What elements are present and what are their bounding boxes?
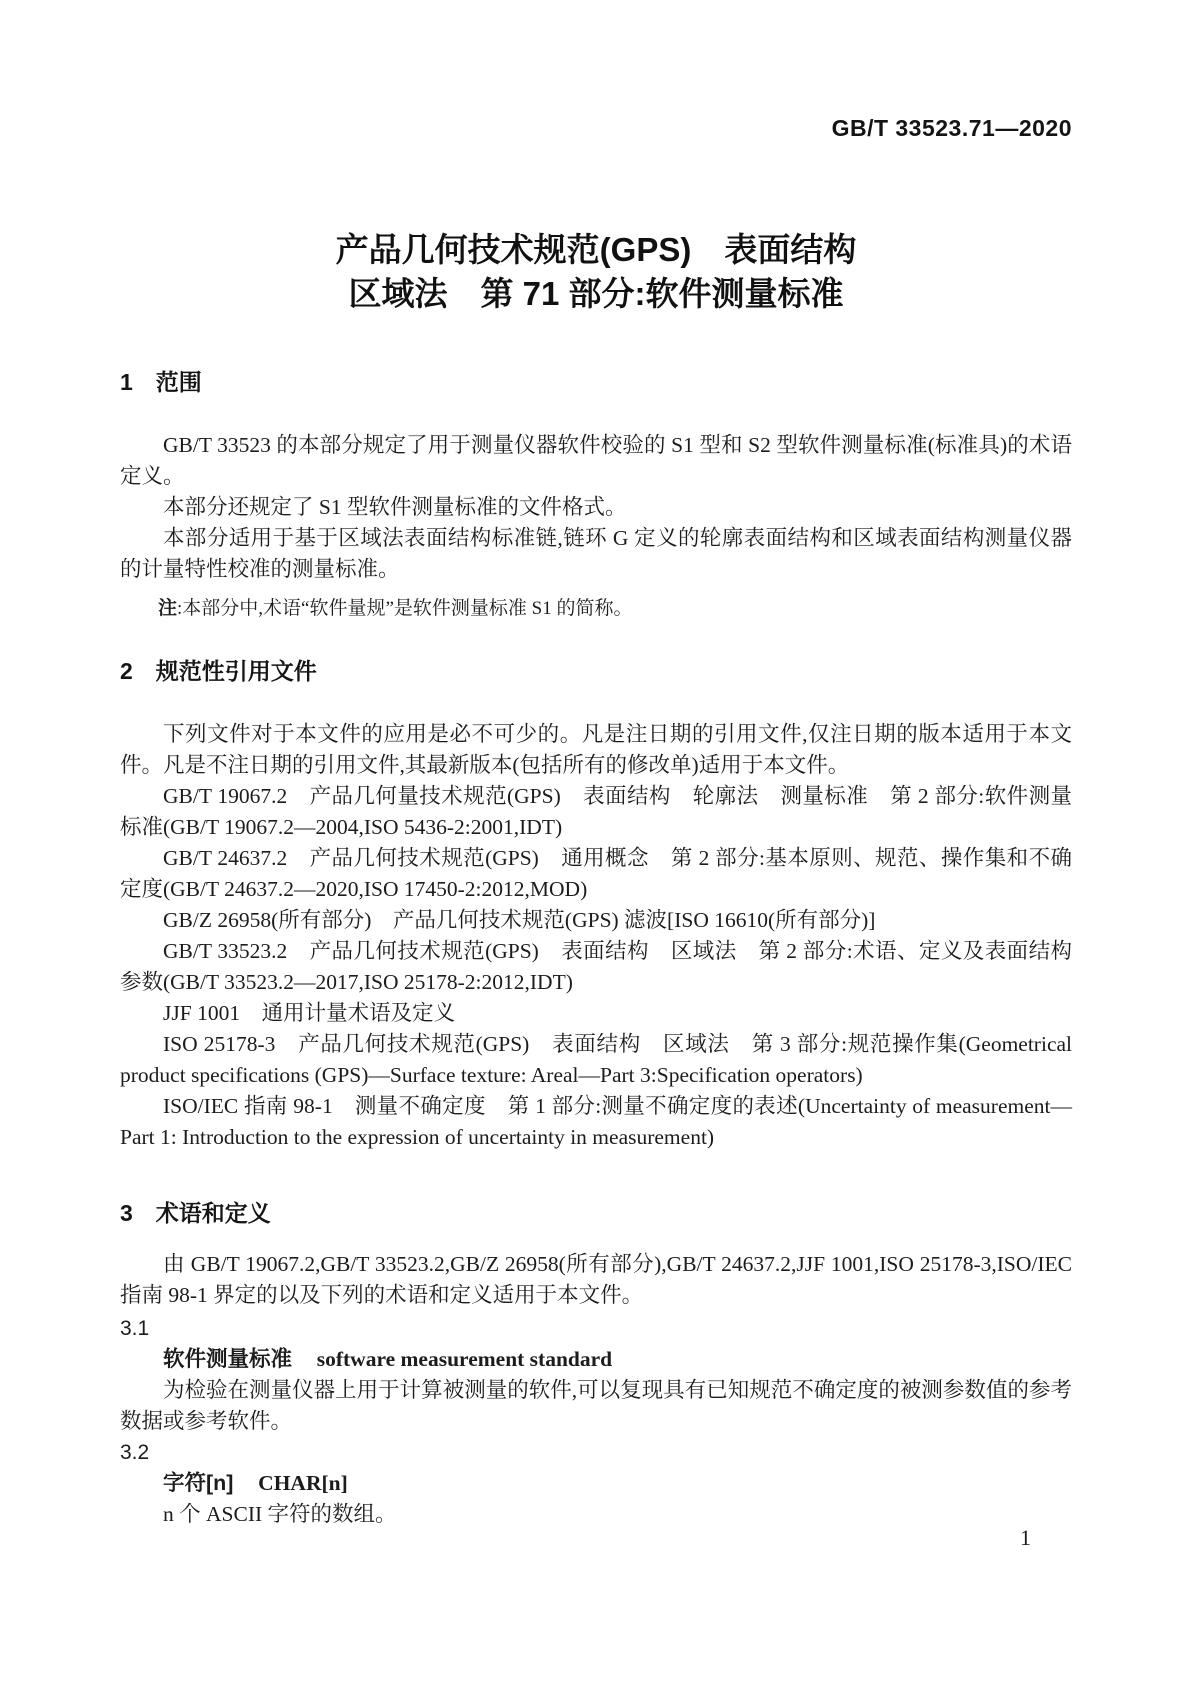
section-3-heading: 3 术语和定义 — [120, 1200, 271, 1226]
reference-item: GB/T 24637.2 产品几何技术规范(GPS) 通用概念 第 2 部分:基本原则、规范、操作集和不确定度(GB/T 24637.2—2020,ISO 17450-2:2012,MOD) — [120, 846, 1072, 901]
document-header — [120, 0, 1072, 142]
page-number: 1 — [1020, 1525, 1031, 1550]
note-text: :本部分中,术语“软件量规”是软件测量标准 S1 的简称。 — [177, 598, 633, 619]
section-1-heading: 1 范围 — [120, 369, 202, 395]
reference-item: ISO 25178-3 产品几何技术规范(GPS) 表面结构 区域法 第 3 部分:规范操作集(Geometrical product specifications (GPS)—Surface texture: Areal—Part 3:Specification operators) — [120, 1032, 1072, 1087]
document-title — [120, 228, 1072, 316]
reference-item: GB/T 33523.2 产品几何技术规范(GPS) 表面结构 区域法 第 2 部分:术语、定义及表面结构参数(GB/T 33523.2—2017,ISO 25178-2:2012,IDT) — [120, 939, 1072, 994]
term-definition: 为检验在测量仪器上用于计算被测量的软件,可以复现具有已知规范不确定度的被测参数值的参考数据或参考软件。 — [120, 1378, 1072, 1433]
term-number: 3.2 — [120, 1441, 150, 1464]
scope-note — [120, 595, 1072, 623]
term-zh-label: 软件测量标准 — [163, 1347, 293, 1371]
term-title-line — [120, 1344, 1072, 1375]
scope-paragraph-2: 本部分还规定了 S1 型软件测量标准的文件格式。 — [163, 495, 627, 519]
terms-intro: 由 GB/T 19067.2,GB/T 33523.2,GB/Z 26958(所有部分),GB/T 24637.2,JJF 1001,ISO 25178-3,ISO/IEC 指南 98-1 界定的以及下列的术语和定义适用于本文件。 — [120, 1252, 1072, 1307]
term-en-label: CHAR[n] — [258, 1471, 348, 1495]
reference-item: ISO/IEC 指南 98-1 测量不确定度 第 1 部分:测量不确定度的表述(Uncertainty of measurement—Part 1: Introduction to the expression of uncertainty in measurement) — [120, 1094, 1072, 1149]
title-line-1: 产品几何技术规范(GPS) 表面结构 — [335, 231, 857, 268]
term-number: 3.1 — [120, 1317, 150, 1340]
doc-number: GB/T 33523.71—2020 — [831, 115, 1072, 141]
section-2-heading: 2 规范性引用文件 — [120, 658, 317, 684]
references-intro: 下列文件对于本文件的应用是必不可少的。凡是注日期的引用文件,仅注日期的版本适用于本文件。凡是不注日期的引用文件,其最新版本(包括所有的修改单)适用于本文件。 — [120, 722, 1072, 777]
title-line-2: 区域法 第 71 部分:软件测量标准 — [348, 275, 844, 312]
term-en-label: software measurement standard — [316, 1347, 613, 1371]
scope-paragraph-1: GB/T 33523 的本部分规定了用于测量仪器软件校验的 S1 型和 S2 型软件测量标准(标准具)的术语定义。 — [120, 433, 1072, 488]
term-definition: n 个 ASCII 字符的数组。 — [163, 1502, 397, 1526]
note-label: 注 — [158, 598, 178, 619]
term-title-line — [120, 1468, 1072, 1499]
reference-item: JJF 1001 通用计量术语及定义 — [163, 1001, 456, 1025]
term-entry-3-1 — [120, 1313, 1072, 1437]
term-entry-3-2 — [120, 1437, 1072, 1530]
term-zh-label: 字符[n] — [163, 1471, 234, 1495]
scope-paragraph-3: 本部分适用于基于区域法表面结构标准链,链环 G 定义的轮廓表面结构和区域表面结构测量仪器的计量特性校准的测量标准。 — [120, 526, 1072, 581]
reference-item: GB/Z 26958(所有部分) 产品几何技术规范(GPS) 滤波[ISO 16610(所有部分)] — [163, 908, 876, 932]
reference-item: GB/T 19067.2 产品几何量技术规范(GPS) 表面结构 轮廓法 测量标准 第 2 部分:软件测量标准(GB/T 19067.2—2004,ISO 5436-2:2001,IDT) — [120, 784, 1072, 839]
